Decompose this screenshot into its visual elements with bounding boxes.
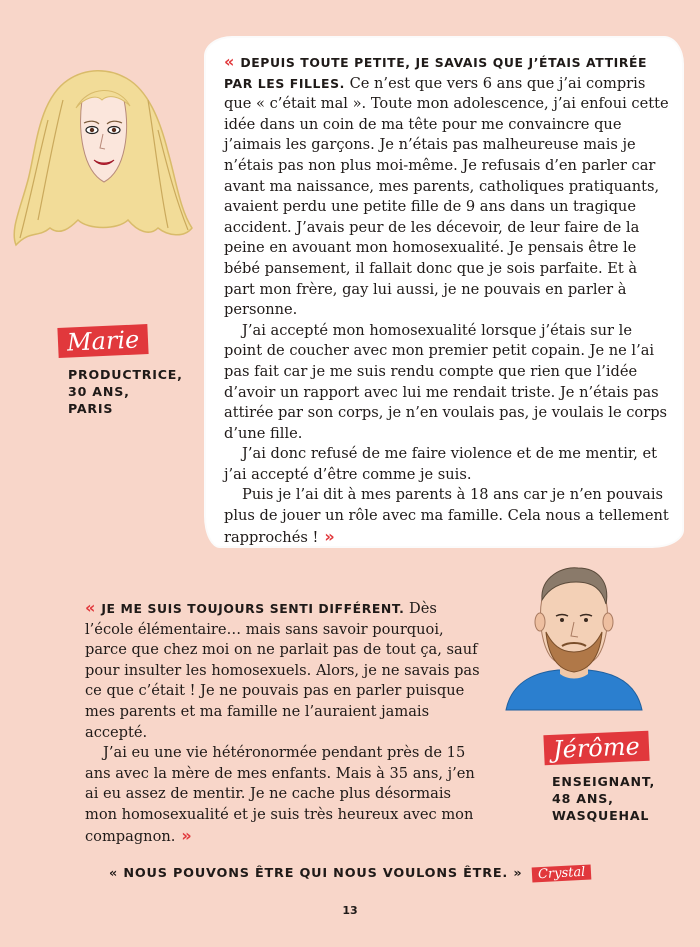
open-quote-mark: «	[85, 598, 96, 617]
marie-paragraph-2	[224, 321, 672, 445]
jerome-role-line: 48 ANS,	[552, 791, 614, 806]
jerome-lead: JE ME SUIS TOUJOURS SENTI DIFFÉRENT.	[101, 601, 405, 616]
marie-paragraph-1-text: Ce n’est que vers 6 ans que j’ai compris que « c’était mal ». Toute mon adolescence, j’ai enfoui cette idée dans un coin de ma tête pour me convaincre que j’aimais les garçons. Je n’étais pas malheureuse mais je n’étais pas non plus moi-même. Je refusais d’en parler car avant ma naissance, mes parents, catholiques pratiquants, avaient perdu une petite fille de 9 ans dans un tragique accident. J’avais peur de les décevoir, de leur faire de la peine en avouant mon homosexualité. Je pensais être le bébé pansement, il fallait donc que je sois parfaite. Et à part mon frère, gay lui aussi, je ne pouvais en parler à personne.	[224, 74, 669, 319]
marie-paragraph-3-text: J’ai donc refusé de me faire violence et de me mentir, et j’ai accepté d’être comme je suis.	[224, 445, 658, 483]
marie-paragraph-1	[224, 52, 672, 321]
close-quote-mark: »	[181, 825, 192, 845]
marie-paragraph-4-text: Puis je l’ai dit à mes parents à 18 ans car je n’en pouvais plus de jouer un rôle avec ma famille. Cela nous a tellement rapprochés !	[224, 486, 669, 546]
open-quote-mark: «	[224, 52, 235, 71]
jerome-paragraph-2	[85, 743, 485, 847]
page-number: 13	[342, 904, 358, 917]
jerome-role-line: WASQUEHAL	[552, 808, 650, 823]
bottom-quote-text: « NOUS POUVONS ÊTRE QUI NOUS VOULONS ÊTRE. »	[109, 866, 523, 881]
marie-role	[68, 366, 183, 417]
jerome-name-tag: Jérôme	[543, 731, 649, 766]
close-quote-mark: »	[324, 526, 335, 546]
bottom-quote-author: Crystal	[531, 864, 591, 882]
marie-testimony	[224, 52, 672, 548]
jerome-paragraph-1-text: Dès l’école élémentaire… mais sans savoir pourquoi, parce que chez moi on ne parlait pas de tout ça, sauf pour insulter les homosexuels. Alors, je ne savais pas ce que c’était ! Je ne pouvais pas en parler puisque mes parents et ma famille ne l’auraient jamais accepté.	[85, 600, 480, 741]
marie-portrait	[8, 60, 198, 260]
marie-role-line: PRODUCTRICE,	[68, 367, 183, 382]
marie-role-line: 30 ANS,	[68, 384, 130, 399]
marie-role-line: PARIS	[68, 401, 114, 416]
marie-lead: DEPUIS TOUTE PETITE, JE SAVAIS QUE J’ÉTAIS ATTIRÉE PAR LES FILLES.	[224, 55, 648, 91]
jerome-portrait	[498, 560, 648, 720]
marie-paragraph-3	[224, 444, 672, 485]
marie-name-tag: Marie	[57, 324, 148, 358]
marie-paragraph-2-text: J’ai accepté mon homosexualité lorsque j’étais sur le point de coucher avec mon premier petit copain. Je ne l’ai pas fait car je me suis rendu compte que rien que l’idée d’avoir un rapport avec lui me rendait triste. Je n’étais pas attirée par son corps, je n’en voulais pas, je voulais le corps d’une fille.	[224, 321, 668, 442]
jerome-role-line: ENSEIGNANT,	[552, 774, 656, 789]
jerome-paragraph-2-text: J’ai eu une vie hétéronormée pendant près de 15 ans avec la mère de mes enfants. Mais à 35 ans, j’en ai eu assez de mentir. Je ne cache plus désormais mon homosexualité et je suis très heureux avec mon compagnon.	[85, 744, 475, 845]
jerome-paragraph-1	[85, 598, 485, 743]
jerome-testimony	[85, 598, 485, 847]
bottom-quote	[0, 866, 700, 881]
marie-paragraph-4	[224, 485, 672, 548]
jerome-role	[552, 773, 655, 824]
